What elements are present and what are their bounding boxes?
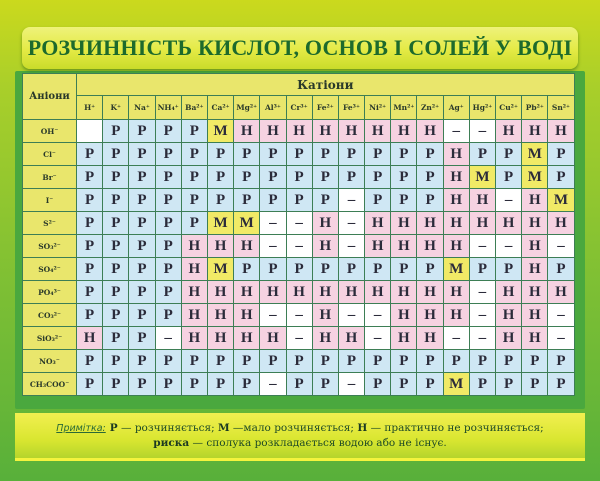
solubility-cell: Н: [391, 281, 417, 304]
solubility-cell: –: [365, 304, 391, 327]
solubility-cell: –: [443, 327, 469, 350]
solubility-cell: Р: [234, 143, 260, 166]
solubility-cell: –: [548, 235, 574, 258]
anion-label: S²⁻: [23, 212, 77, 235]
solubility-cell: Р: [522, 350, 548, 373]
solubility-cell: Р: [365, 166, 391, 189]
table-row: [23, 281, 575, 304]
solubility-cell: Н: [417, 281, 443, 304]
solubility-cell: Р: [129, 281, 155, 304]
solubility-cell: Р: [103, 327, 129, 350]
solubility-cell: Р: [77, 143, 103, 166]
solubility-cell: –: [548, 304, 574, 327]
solubility-cell: Н: [286, 120, 312, 143]
solubility-cell: Р: [155, 281, 181, 304]
solubility-cell: Р: [417, 166, 443, 189]
solubility-cell: Р: [103, 304, 129, 327]
solubility-cell: Р: [286, 166, 312, 189]
solubility-cell: Р: [129, 120, 155, 143]
solubility-cell: Р: [77, 281, 103, 304]
solubility-cell: Р: [103, 350, 129, 373]
solubility-cell: Р: [260, 258, 286, 281]
solubility-cell: Р: [129, 258, 155, 281]
solubility-cell: Н: [312, 212, 338, 235]
solubility-cell: Р: [129, 350, 155, 373]
cation-4: Ba²⁺: [181, 96, 207, 120]
solubility-cell: –: [260, 373, 286, 396]
solubility-cell: –: [155, 327, 181, 350]
anion-label: PO₄³⁻: [23, 281, 77, 304]
solubility-cell: Р: [548, 258, 574, 281]
solubility-cell: Р: [391, 166, 417, 189]
solubility-cell: –: [469, 281, 495, 304]
solubility-cell: Р: [260, 143, 286, 166]
legend-note: [15, 413, 585, 458]
solubility-cell: Р: [312, 258, 338, 281]
solubility-cell: Р: [155, 258, 181, 281]
solubility-cell: Р: [103, 281, 129, 304]
solubility-cell: М: [522, 143, 548, 166]
solubility-cell: Р: [155, 189, 181, 212]
solubility-cell: Н: [312, 281, 338, 304]
solubility-cell: Н: [286, 281, 312, 304]
solubility-cell: Н: [443, 166, 469, 189]
solubility-cell: Р: [496, 350, 522, 373]
solubility-cell: –: [496, 235, 522, 258]
solubility-cell: Н: [443, 143, 469, 166]
table-row: [23, 350, 575, 373]
solubility-cell: Р: [103, 373, 129, 396]
solubility-cell: Н: [391, 304, 417, 327]
solubility-cell: Н: [77, 327, 103, 350]
solubility-cell: Р: [286, 189, 312, 212]
solubility-cell: Р: [443, 350, 469, 373]
solubility-cell: Н: [234, 120, 260, 143]
solubility-cell: –: [338, 304, 364, 327]
solubility-cell: Р: [338, 350, 364, 373]
solubility-cell: Р: [365, 189, 391, 212]
solubility-cell: Н: [548, 120, 574, 143]
solubility-cell: –: [286, 235, 312, 258]
table-row: [23, 327, 575, 350]
anion-label: CO₃²⁻: [23, 304, 77, 327]
solubility-cell: Н: [443, 189, 469, 212]
table-row: [23, 212, 575, 235]
solubility-cell: Р: [103, 120, 129, 143]
solubility-cell: Н: [365, 235, 391, 258]
solubility-cell: –: [443, 120, 469, 143]
solubility-cell: Р: [77, 373, 103, 396]
cation-13: Zn²⁺: [417, 96, 443, 120]
legend-key-dash: риска: [153, 437, 190, 449]
cation-11: Ni²⁺: [365, 96, 391, 120]
solubility-cell: Р: [338, 166, 364, 189]
solubility-cell: Р: [234, 373, 260, 396]
anion-label: SO₄²⁻: [23, 258, 77, 281]
cation-17: Pb²⁺: [522, 96, 548, 120]
table-row: [23, 258, 575, 281]
solubility-cell: Н: [417, 304, 443, 327]
solubility-cell: Р: [77, 212, 103, 235]
solubility-cell: Н: [522, 327, 548, 350]
solubility-cell: Р: [181, 189, 207, 212]
anion-header: Аніони: [23, 74, 77, 120]
solubility-cell: Н: [207, 235, 233, 258]
solubility-cell: Р: [103, 212, 129, 235]
solubility-cell: Р: [548, 143, 574, 166]
solubility-cell: Р: [207, 373, 233, 396]
cation-2: Na⁺: [129, 96, 155, 120]
table-row: [23, 143, 575, 166]
solubility-cell: Р: [469, 350, 495, 373]
solubility-cell: Н: [522, 258, 548, 281]
solubility-cell: Р: [234, 166, 260, 189]
solubility-cell: Н: [417, 235, 443, 258]
solubility-cell: Р: [77, 258, 103, 281]
legend-text-slightly: —мало розчиняється;: [229, 422, 354, 434]
solubility-cell: Р: [391, 189, 417, 212]
solubility-cell: М: [207, 258, 233, 281]
solubility-cell: Р: [312, 143, 338, 166]
solubility-cell: –: [365, 327, 391, 350]
table-row: [23, 166, 575, 189]
solubility-cell: Н: [417, 212, 443, 235]
solubility-cell: Н: [234, 281, 260, 304]
solubility-cell: Н: [207, 281, 233, 304]
solubility-cell: Р: [391, 350, 417, 373]
anion-label: NO₃⁻: [23, 350, 77, 373]
solubility-cell: Н: [522, 189, 548, 212]
solubility-cell: Н: [391, 120, 417, 143]
solubility-cell: Р: [260, 350, 286, 373]
cation-header: Катіони: [77, 74, 575, 96]
anion-label: I⁻: [23, 189, 77, 212]
solubility-cell: Р: [417, 258, 443, 281]
solubility-cell: Р: [417, 143, 443, 166]
solubility-cell: М: [548, 189, 574, 212]
solubility-cell: Р: [129, 212, 155, 235]
bottom-stripe: [15, 458, 585, 461]
solubility-cell: –: [469, 120, 495, 143]
solubility-cell: Р: [129, 327, 155, 350]
solubility-cell: Н: [391, 212, 417, 235]
solubility-cell: Н: [496, 120, 522, 143]
solubility-cell: Н: [522, 304, 548, 327]
solubility-cell: Н: [365, 281, 391, 304]
solubility-cell: Р: [469, 373, 495, 396]
table-row: [23, 304, 575, 327]
cation-0: H⁺: [77, 96, 103, 120]
table-row: [23, 373, 575, 396]
anion-label: CH₃COO⁻: [23, 373, 77, 396]
anion-label: SiO₃²⁻: [23, 327, 77, 350]
solubility-cell: Н: [338, 327, 364, 350]
solubility-cell: Н: [338, 281, 364, 304]
cation-18: Sn²⁺: [548, 96, 574, 120]
cation-3: NH₄⁺: [155, 96, 181, 120]
solubility-cell: Р: [417, 373, 443, 396]
solubility-cell: –: [496, 189, 522, 212]
solubility-cell: Н: [234, 327, 260, 350]
solubility-cell: Р: [548, 373, 574, 396]
solubility-cell: Н: [207, 327, 233, 350]
cation-9: Fe²⁺: [312, 96, 338, 120]
solubility-cell: –: [469, 304, 495, 327]
solubility-cell: Р: [103, 189, 129, 212]
solubility-cell: М: [522, 166, 548, 189]
title-banner: [22, 27, 578, 69]
solubility-cell: [77, 120, 103, 143]
solubility-cell: Р: [77, 235, 103, 258]
solubility-cell: Р: [155, 143, 181, 166]
solubility-cell: –: [548, 327, 574, 350]
table-row: [23, 189, 575, 212]
solubility-cell: Н: [181, 258, 207, 281]
note-label: Примітка:: [56, 423, 106, 434]
solubility-cell: Н: [207, 304, 233, 327]
solubility-cell: Р: [129, 304, 155, 327]
solubility-cell: Р: [103, 166, 129, 189]
solubility-cell: Н: [312, 235, 338, 258]
solubility-cell: М: [234, 212, 260, 235]
solubility-cell: –: [338, 235, 364, 258]
solubility-cell: –: [338, 189, 364, 212]
solubility-cell: Р: [207, 166, 233, 189]
cation-12: Mn²⁺: [391, 96, 417, 120]
solubility-cell: Н: [181, 235, 207, 258]
solubility-cell: –: [286, 327, 312, 350]
solubility-cell: Р: [286, 258, 312, 281]
solubility-cell: Н: [181, 327, 207, 350]
solubility-cell: Н: [181, 281, 207, 304]
solubility-cell: Р: [129, 166, 155, 189]
solubility-cell: М: [443, 258, 469, 281]
solubility-cell: Р: [181, 373, 207, 396]
solubility-cell: Н: [417, 120, 443, 143]
solubility-cell: Р: [417, 189, 443, 212]
solubility-cell: Н: [496, 327, 522, 350]
solubility-cell: Н: [312, 120, 338, 143]
solubility-cell: Р: [181, 120, 207, 143]
solubility-cell: Н: [469, 189, 495, 212]
solubility-cell: Р: [181, 212, 207, 235]
solubility-cell: Р: [181, 350, 207, 373]
solubility-cell: Н: [443, 281, 469, 304]
cation-5: Ca²⁺: [207, 96, 233, 120]
solubility-cell: Н: [443, 235, 469, 258]
anion-label: Br⁻: [23, 166, 77, 189]
solubility-cell: Р: [522, 373, 548, 396]
solubility-cell: Н: [496, 304, 522, 327]
solubility-cell: –: [338, 373, 364, 396]
solubility-cell: –: [260, 304, 286, 327]
cation-6: Mg²⁺: [234, 96, 260, 120]
solubility-cell: Н: [522, 212, 548, 235]
solubility-cell: Р: [391, 258, 417, 281]
solubility-cell: Р: [103, 235, 129, 258]
solubility-cell: Р: [207, 189, 233, 212]
solubility-cell: Н: [522, 281, 548, 304]
solubility-cell: Р: [234, 258, 260, 281]
solubility-cell: Р: [391, 143, 417, 166]
cation-7: Al³⁺: [260, 96, 286, 120]
solubility-cell: М: [207, 120, 233, 143]
solubility-cell: Р: [207, 350, 233, 373]
solubility-cell: Н: [548, 212, 574, 235]
solubility-cell: Р: [417, 350, 443, 373]
solubility-cell: –: [469, 235, 495, 258]
solubility-cell: Р: [155, 373, 181, 396]
solubility-cell: Р: [338, 143, 364, 166]
solubility-cell: Р: [129, 235, 155, 258]
cation-14: Ag⁺: [443, 96, 469, 120]
solubility-cell: Н: [312, 327, 338, 350]
solubility-cell: Р: [234, 350, 260, 373]
solubility-cell: Р: [469, 143, 495, 166]
solubility-cell: Н: [260, 327, 286, 350]
anion-label: SO₃²⁻: [23, 235, 77, 258]
solubility-cell: Р: [181, 166, 207, 189]
table-row: [23, 235, 575, 258]
solubility-cell: Н: [365, 212, 391, 235]
solubility-cell: Р: [496, 258, 522, 281]
solubility-cell: М: [469, 166, 495, 189]
solubility-cell: Н: [312, 304, 338, 327]
legend-text-dash: — сполука розкладається водою або не існує.: [189, 437, 447, 449]
solubility-cell: Р: [286, 143, 312, 166]
solubility-cell: Р: [548, 166, 574, 189]
solubility-cell: Р: [312, 166, 338, 189]
solubility-cell: Р: [365, 373, 391, 396]
solubility-cell: Р: [155, 166, 181, 189]
solubility-cell: Н: [522, 120, 548, 143]
solubility-cell: Р: [391, 373, 417, 396]
solubility-cell: –: [260, 212, 286, 235]
solubility-cell: Р: [77, 304, 103, 327]
cation-1: K⁺: [103, 96, 129, 120]
anion-label: OH⁻: [23, 120, 77, 143]
solubility-cell: Р: [103, 143, 129, 166]
solubility-cell: Р: [234, 189, 260, 212]
solubility-cell: Р: [155, 304, 181, 327]
solubility-cell: Р: [77, 350, 103, 373]
cation-15: Hg²⁺: [469, 96, 495, 120]
legend-text-soluble: — розчиняється;: [117, 422, 215, 434]
solubility-cell: –: [286, 304, 312, 327]
solubility-cell: Р: [129, 143, 155, 166]
solubility-cell: Н: [391, 327, 417, 350]
solubility-cell: Н: [469, 212, 495, 235]
solubility-cell: Р: [286, 373, 312, 396]
solubility-cell: Н: [522, 235, 548, 258]
solubility-cell: Н: [443, 212, 469, 235]
solubility-cell: Р: [181, 143, 207, 166]
solubility-cell: Р: [496, 373, 522, 396]
legend-text-insoluble: — практично не розчиняється;: [367, 422, 544, 434]
solubility-cell: Р: [129, 189, 155, 212]
anion-label: Cl⁻: [23, 143, 77, 166]
solubility-cell: Р: [338, 258, 364, 281]
solubility-cell: М: [443, 373, 469, 396]
solubility-cell: –: [338, 212, 364, 235]
solubility-cell: Р: [469, 258, 495, 281]
solubility-cell: Р: [312, 189, 338, 212]
solubility-cell: Р: [548, 350, 574, 373]
solubility-cell: Р: [77, 189, 103, 212]
solubility-cell: Р: [77, 166, 103, 189]
solubility-cell: Р: [103, 258, 129, 281]
solubility-cell: –: [469, 327, 495, 350]
solubility-cell: Н: [548, 281, 574, 304]
solubility-cell: Р: [260, 166, 286, 189]
page-title: РОЗЧИННІСТЬ КИСЛОТ, ОСНОВ І СОЛЕЙ У ВОДІ: [27, 35, 573, 60]
table-row: [23, 120, 575, 143]
solubility-cell: Р: [365, 350, 391, 373]
solubility-cell: Н: [391, 235, 417, 258]
solubility-cell: Н: [234, 304, 260, 327]
solubility-cell: Р: [365, 258, 391, 281]
solubility-cell: Н: [365, 120, 391, 143]
solubility-cell: Р: [312, 350, 338, 373]
solubility-cell: Н: [496, 281, 522, 304]
solubility-cell: Р: [365, 143, 391, 166]
legend-key-slightly: М: [217, 422, 230, 434]
cation-10: Fe³⁺: [338, 96, 364, 120]
solubility-cell: Р: [496, 166, 522, 189]
solubility-cell: Р: [155, 212, 181, 235]
legend-key-insoluble: Н: [357, 422, 368, 434]
solubility-cell: Р: [496, 143, 522, 166]
solubility-cell: Н: [234, 235, 260, 258]
solubility-cell: Р: [155, 235, 181, 258]
solubility-cell: Р: [129, 373, 155, 396]
solubility-cell: –: [260, 235, 286, 258]
cation-16: Cu²⁺: [496, 96, 522, 120]
solubility-cell: Н: [260, 120, 286, 143]
solubility-cell: Р: [155, 120, 181, 143]
solubility-cell: Н: [496, 212, 522, 235]
solubility-table: [22, 73, 575, 396]
solubility-cell: Н: [417, 327, 443, 350]
solubility-cell: Н: [443, 304, 469, 327]
solubility-cell: Р: [207, 143, 233, 166]
solubility-cell: Р: [312, 373, 338, 396]
solubility-cell: Р: [286, 350, 312, 373]
solubility-cell: Н: [338, 120, 364, 143]
solubility-cell: –: [286, 212, 312, 235]
cation-8: Cr³⁺: [286, 96, 312, 120]
solubility-cell: Н: [181, 304, 207, 327]
solubility-cell: М: [207, 212, 233, 235]
solubility-cell: Р: [155, 350, 181, 373]
solubility-cell: Н: [260, 281, 286, 304]
legend-key-soluble: Р: [109, 422, 118, 434]
solubility-cell: Р: [260, 189, 286, 212]
